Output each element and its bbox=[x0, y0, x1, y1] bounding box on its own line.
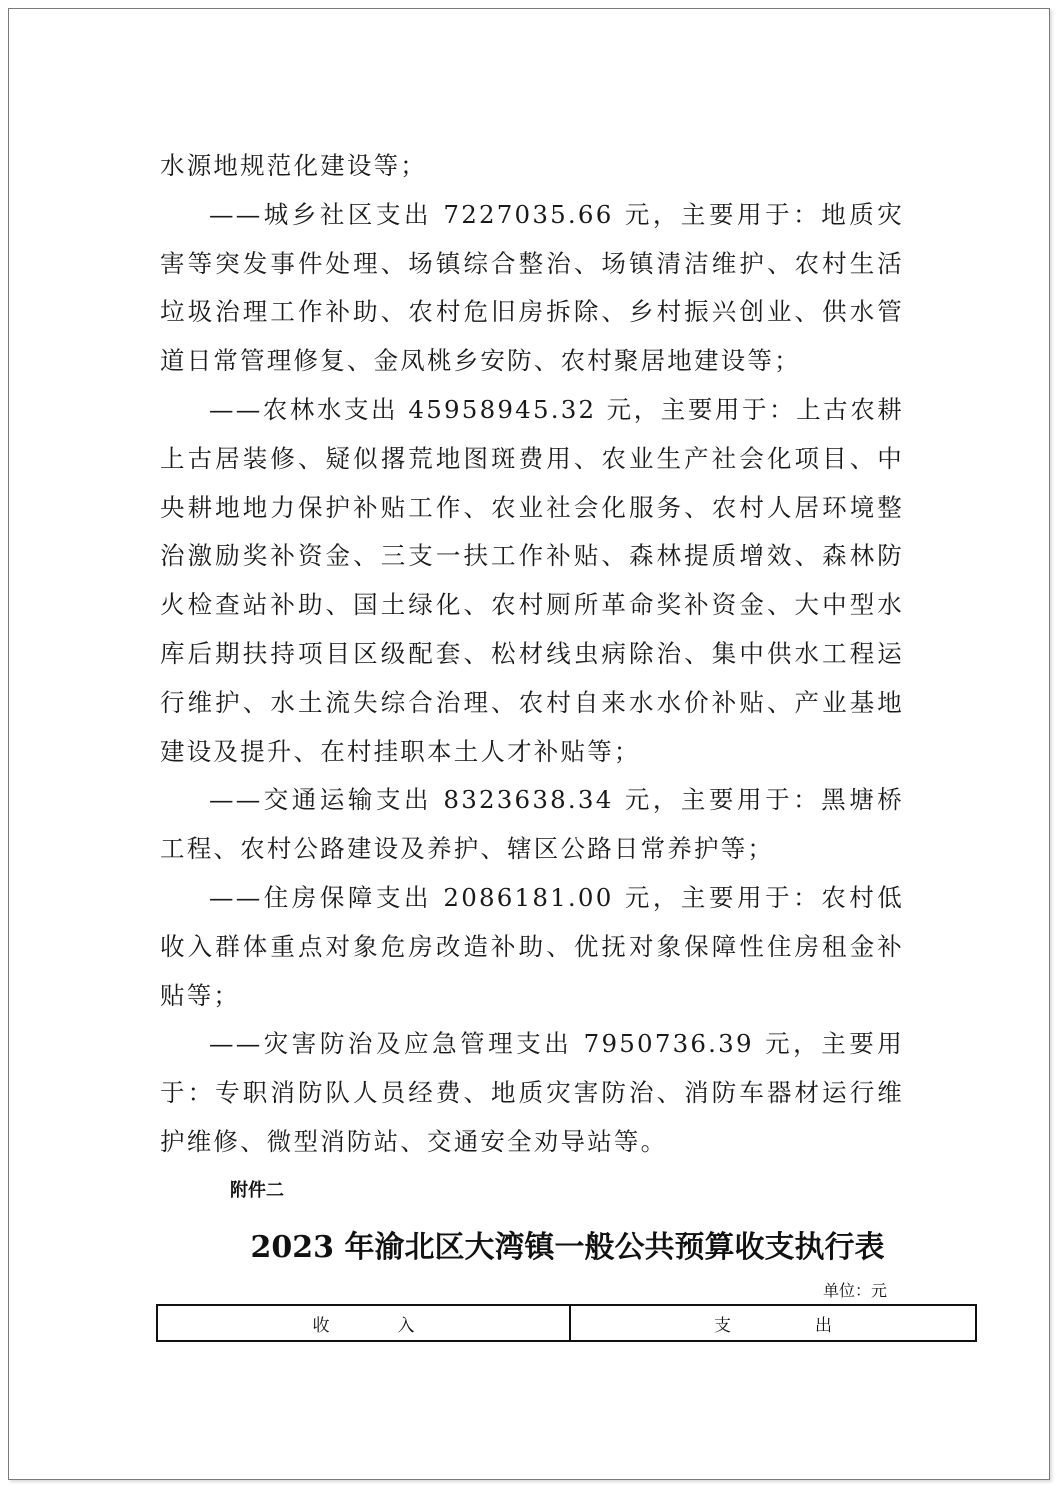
income-header bbox=[157, 1305, 570, 1341]
expense-header-text: 支出 bbox=[714, 1315, 916, 1336]
income-header-text: 收入 bbox=[312, 1315, 483, 1336]
paragraph-agriculture: ——农林水支出 45958945.32 元，主要用于：上古农耕上古居装修、疑似撂荒地图斑费用、农业生产社会化项目、中央耕地地力保护补贴工作、农业社会化服务、农村人居环境整治激励奖补资金、三支一扶工作补贴、森林提质增效、森林防火检查站补助、国土绿化、农村厕所革命奖补资金、大中型水库后期扶持项目区级配套、松材线虫病除治、集中供水工程运行维护、水土流失综合治理、农村自来水水价补贴、产业基地建设及提升、在村挂职本土人才补贴等； bbox=[160, 394, 904, 766]
expense-header bbox=[570, 1305, 976, 1341]
attachment-label: 附件二 bbox=[230, 1180, 284, 1201]
paragraph: 水源地规范化建设等； bbox=[160, 151, 427, 180]
unit-label: 单位：元 bbox=[823, 1281, 888, 1300]
budget-table bbox=[156, 1304, 977, 1342]
paragraph-transport: ——交通运输支出 8323638.34 元，主要用于：黑塘桥工程、农村公路建设及养护、辖区公路日常养护等； bbox=[160, 785, 904, 864]
paragraph-housing: ——住房保障支出 2086181.00 元，主要用于：农村低收入群体重点对象危房改造补助、优抚对象保障性住房租金补贴等； bbox=[160, 882, 904, 1010]
table-header-row bbox=[157, 1305, 976, 1341]
body-text bbox=[160, 142, 904, 1167]
table-title: 2023 年渝北区大湾镇一般公共预算收支执行表 bbox=[250, 1230, 885, 1265]
paragraph-disaster: ——灾害防治及应急管理支出 7950736.39 元，主要用于：专职消防队人员经费、地质灾害防治、消防车器材运行维护维修、微型消防站、交通安全劝导站等。 bbox=[160, 1029, 904, 1156]
paragraph-urban-rural: ——城乡社区支出 7227035.66 元，主要用于：地质灾害等突发事件处理、场镇综合整治、场镇清洁维护、农村生活垃圾治理工作补助、农村危旧房拆除、乡村振兴创业、供水管道日常管理修复、金凤桃乡安防、农村聚居地建设等； bbox=[160, 199, 904, 376]
